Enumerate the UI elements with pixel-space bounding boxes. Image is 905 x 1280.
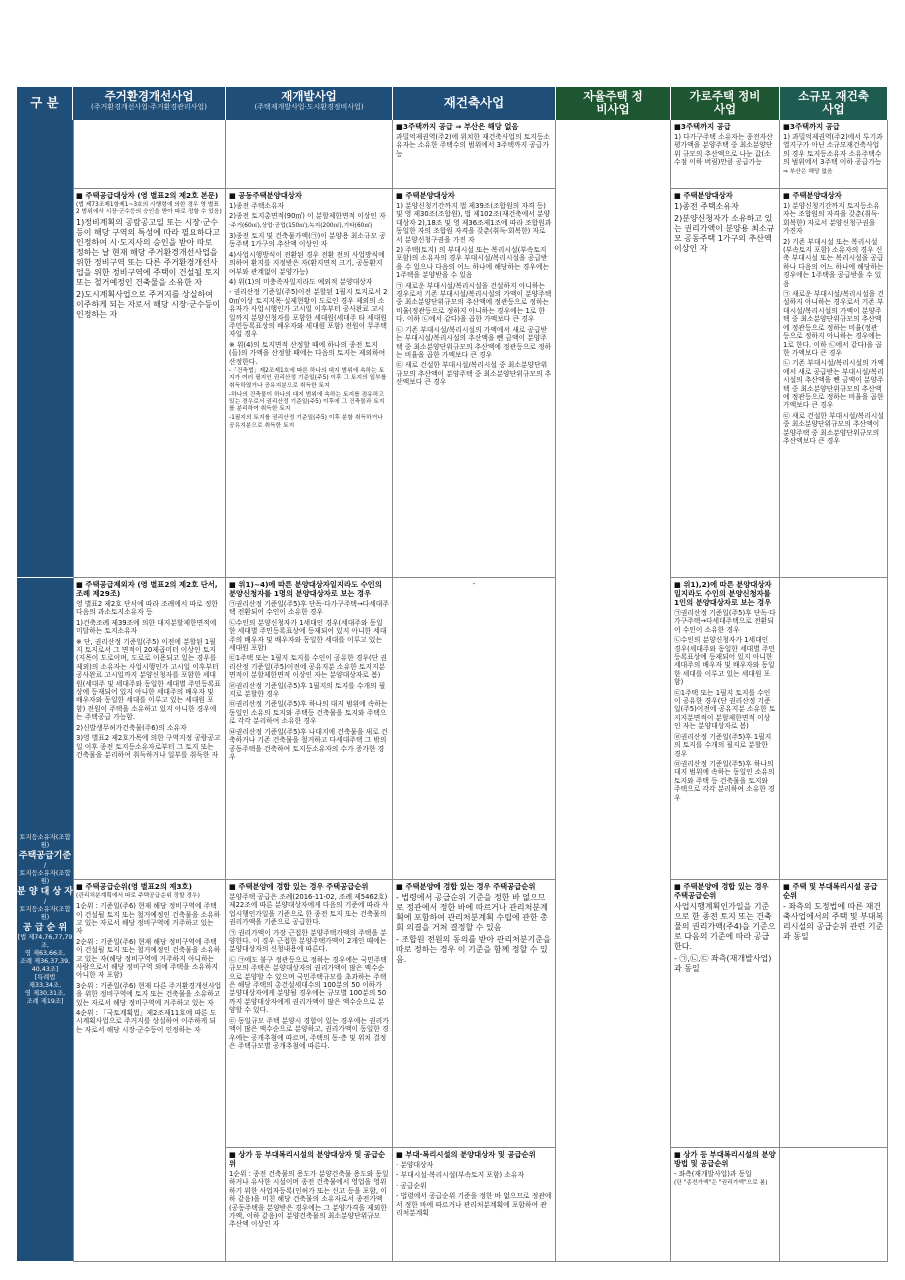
cell-paragraph: 1)정비계획의 공람공고일 또는 시장·군수등이 해당 구역의 특성에 따라 필요하다고 인정하여 시·도지사의 승인을 받아 따로 정하는 날 현재 해당 주거환경개선사업을 위한 정비구역 또는 다른 주거환경개선사업을 위한 정비구역에 주택이 건설될 토지 또는 철거예정인 건축물을 소유한 자 bbox=[76, 218, 221, 288]
cell-paragraph: ■3주택까지 공급 bbox=[674, 122, 731, 131]
header-redevelopment: 재개발사업 (주택재개발사업·도시환경정비사업) bbox=[226, 87, 393, 120]
cell-r1-small bbox=[780, 120, 888, 189]
cell-paragraph: 1)종전 주택소유자 bbox=[674, 202, 739, 211]
cell-r4-street bbox=[671, 880, 780, 1148]
cell-paragraph: · 공급순위 bbox=[396, 1181, 427, 1190]
cell-paragraph: ㉢ 동일규모 주택 분양시 경합이 있는 경우에는 권리가액이 많은 액수순으로 분양하고, 권리가액이 동일한 경우에는 공개추첨에 따르며, 주택의 동·층 및 위치 결정은 주택규모별 공개추첨에 따른다. bbox=[229, 1016, 389, 1050]
cell-paragraph: ■ 주택분양에 경합 있는 경우 주택공급순위 bbox=[674, 882, 769, 900]
cell-r4-redevelopment bbox=[226, 880, 393, 1148]
cell-paragraph: ■ 주택분양대상자 bbox=[674, 191, 733, 200]
cell-paragraph: 과밀억제권역(주2)에 위치한 재건축사업의 토지등소유자는 소유한 주택수의 범위에서 3주택까지 공급가능 bbox=[396, 133, 550, 158]
side-label-line: 토지등소유자(조합원) bbox=[19, 869, 71, 885]
header-residential-improvement: 주거환경개선사업 (주거환경개선사업·주거환경관리사업) bbox=[73, 87, 226, 120]
side-label-line: / bbox=[43, 897, 47, 905]
cell-r5-reconstruction bbox=[393, 1148, 556, 1262]
side-label-line: 토지등소유자(조합원) bbox=[19, 833, 71, 849]
cell-paragraph: - 부대시설·복리시설(부속토지 포함) 소유자 bbox=[396, 1171, 525, 1180]
cell-paragraph: 2순위 : 기준일(주6) 현재 해당 정비구역에 주택이 건설될 토지 또는 철거예정인 건축물을 소유하고 있는 자(해당 정비구역에 거주하지 아니하는 사람으로서 해당 정비구역 외에 주택을 소유하지 아니한 자 포함) bbox=[76, 937, 221, 980]
cell-paragraph: ㉠권리산정 기준일(주5)후 단독·다가구주택→다세대주택 전환되어 수인이 소유한 경우 bbox=[229, 600, 389, 617]
cell-paragraph: ■ 주택분양에 경합 있는 경우 주택공급순위 bbox=[229, 882, 369, 891]
cell-paragraph: ㉡ 기존 부대시설/복리시설의 가액에서 새로 공급받는 부대시설/복리시설의 추산액을 뺀 금액이 분양주택 중 최소분양단위규모의 추산액에 정관등으로 정하는 비율을 곱한 가액보다 큰 경우 bbox=[783, 359, 884, 410]
side-label-line: / bbox=[43, 861, 47, 869]
cell-paragraph: ■ 주택공급순위(영 별표2의 제3호) bbox=[76, 882, 192, 891]
cell-paragraph: - 좌측의 도정법에 따른 재건축사업에서의 주택 및 부대복리시설의 공급순위 관련 기준과 동일 bbox=[783, 902, 884, 941]
cell-paragraph: ■3주택까지 공급 ⇒ 부산은 해당 없음 bbox=[396, 122, 519, 131]
side-label-line: [법 제74,76,77,79조, bbox=[17, 933, 73, 949]
cell-paragraph: ㉢1주택 또는 1필지 토지를 수인이 공유한 경우(단 권리산정 기준일(주5)이전에 공유지분 소유한 토지지분면적이 분할제한면적 이상인 자는 분양대상자로 봄) bbox=[229, 654, 387, 680]
cell-paragraph: ㉠권리산정 기준일(주5)후 단독·다가구주택→다세대주택으로 전환되어 수인이 소유한 경우 bbox=[674, 609, 776, 634]
header-small-reconstruction: 소규모 재건축사업 bbox=[780, 87, 888, 120]
cell-paragraph: 1) 과밀억제권역(주2)에서 투기과열지구가 아닌 소규모재건축사업의 경우 토지등소유자 소유주택수의 범위에서 3주택 이하 공급가능 bbox=[783, 133, 883, 167]
header-street-housing: 가로주택 정비사업 bbox=[671, 87, 780, 120]
side-label-line: 주택공급기준 bbox=[18, 850, 72, 861]
cell-r2-street bbox=[671, 189, 780, 578]
cell-paragraph: ㉣권리산정 기준일(주5)후 1필지의 토지를 수개의 필지로 분할한 경우 bbox=[229, 681, 386, 699]
cell-paragraph: 1) 다가구주택 소유자는 종전자산평가액을 분양주택 중 최소분양단위 규모의 추산액으로 나눈 값(소수점 이하 버림)만큼 공급가능 bbox=[674, 133, 773, 167]
side-label-line: 조례 제19조] bbox=[26, 997, 64, 1005]
cell-paragraph: ㉤권리산정 기준일(주5)후 하나의 대지 범위에 속하는 동일인 소유의 토지와 주택등 건축물을 토지와 주택으로 각각 분리하여 소유한 경우 bbox=[229, 700, 388, 726]
cell-paragraph: ■ 위1),2)에 따른 분양대상자일지라도 수인의 분양신청자를 1인의 분양대상자로 보는 경우 bbox=[674, 580, 772, 607]
side-label-line: 영 제30,31조, bbox=[24, 989, 66, 997]
cell-paragraph: ■ 주택 및 부대복리시설 공급순위 bbox=[783, 882, 878, 900]
cell-paragraph: ㉡ 기존 부대시설/복리시설의 가액에서 새로 공급받는 부대시설/복리시설의 추산액을 뺀 금액이 분양주택 중 최소분양단위규모의 추산액에 정관등으로 정하는 비율을 곱한 가액보다 큰 경우 bbox=[396, 325, 552, 359]
cell-paragraph: -「건축법」제2조제1호에 따른 하나의 대지 범위에 속하는 토지가 여러 필지인 권리산정 기준일(주5) 이후 그 토지의 일부를 취득하였거나 공유지분으로 취득한 토지 bbox=[229, 368, 387, 389]
cell-paragraph: ㉣권리산정 기준일(주5)후 1필지의 토지를 수개의 필지로 분할한 경우 bbox=[674, 732, 772, 758]
cell-paragraph: ■ 위1)~4)에 따른 분양대상자일지라도 수인의 분양신청자를 1명의 분양대상자로 보는 경우 bbox=[229, 580, 382, 598]
cell-paragraph: ⇒ 부산은 해당 없음 bbox=[783, 168, 833, 175]
cell-paragraph: - 법령에서 공급순위 기준을 정한 바 없으므로 정관에서 정한 바에 따르거나 관리처분계획에 포함하여 관리처분계획 bbox=[396, 1192, 552, 1218]
cell-r2-redevelopment bbox=[226, 189, 393, 578]
cell-paragraph: -하나의 건축물이 하나의 대지 범위에 속하는 토지를 점유하고 있는 경우로서 권리산정 기준일(주5) 이후에 그 건축물과 토지를 분리하여 취득한 토지 bbox=[229, 391, 385, 413]
cell-r2-residential bbox=[73, 189, 226, 578]
cell-paragraph: ■3주택까지 공급 bbox=[783, 122, 840, 131]
cell-paragraph: ·주거(60㎡),상업·공업(150㎡),녹지(200㎡),기타(60㎡) bbox=[229, 222, 373, 229]
cell-paragraph: ■ 공동주택분양대상자 bbox=[229, 191, 302, 200]
cell-paragraph: - 권리산정 기준일(주5)이전 분할된 1필지 토지로서 20㎡이상 토지지목·실제현황이 도로인 경우 제외의 소유자가 사업시행인가 고시일 이후부터 공사완료 고시일까지 분양신청자를 포함한 세대원(세대주 타 세대원 주민등록표상의 배우자와 세대원 포함) 전원이 무주택자일 경우 bbox=[229, 288, 388, 339]
cell-paragraph: 1)건축조례 제39조에 의한 대지분할제한면적에 미달하는 토지소유자 bbox=[76, 618, 217, 636]
cell-r1-residential bbox=[73, 120, 226, 189]
header-category: 구 분 bbox=[17, 87, 73, 120]
cell-paragraph: ㉠ 새로운 부대시설/복리시설을 건설하지 아니하는 경우로서 기존 부대시설/복리시설의 가액이 분양주택 중 최소분양단위규모의 추산액에 정관등으로 정하는 비율(정관등으로 정하지 아니하는 경우에는 1로 한다. 이하 ㉡에서 같다)을 곱한 가액보다 큰 경우 bbox=[396, 281, 552, 324]
cell-paragraph: · 분양대상자 bbox=[396, 1161, 434, 1169]
cell-paragraph: ㉡수인의 분양신청자가 1세대인 경우(세대주와 동일한 세대별 주민등록표상에 등재되어 있지 아니한 세대주의 배우자 및 배우자와 동일한 세대를 이루고 있는 세대원 포함) bbox=[229, 618, 387, 653]
cell-r1-redevelopment bbox=[226, 120, 393, 189]
side-label-supply-criteria bbox=[17, 578, 73, 1262]
cell-paragraph: ■ 주택공급제외자 (영 별표2의 제2호 단서, 조례 제29조) bbox=[76, 580, 218, 598]
cell-paragraph: 영 별표2 제2호 단서에 따라 조례에서 따로 정한 다음의 과소토지소유자 등 bbox=[76, 600, 218, 617]
cell-paragraph: ㉡ ㉠에도 불구 정관등으로 정하는 경우에는 국민주택규모의 주택은 분양대상자의 권리가액이 많은 액수순으로 분양할 수 있으며 국민주택규모를 초과하는 주택은 해당 주택의 총건설세대수의 100분의 50 이하가 분양대상자에게 분양될 경우에는 규모별 100분의 50까지 분양대상자에게 권리가액이 많은 액수순으로 분양할 수 있다. bbox=[229, 955, 387, 1015]
cell-paragraph: ㉠ 새로운 부대시설/복리시설을 건설하지 아니하는 경우로서 기존 부대시설/복리시설의 가액이 분양주택 중 최소분양단위규모의 추산액에 정관등으로 정하는 비율(정관등으로 정하지 아니하는 경우에는 1로 한다. 이하 ㉡에서 같다)을 곱한 가액보다 큰 경우 bbox=[783, 290, 884, 357]
side-label-line: 토지등소유자(조합원) bbox=[19, 905, 71, 921]
cell-paragraph: 2) 기존 부대시설 또는 복리시설(부속토지 포함) 소유자의 경우 신축 부대시설 또는 복리시설을 공급하나 다음의 어느 하나에 해당하는 경우에는 1주택을 공급받을 수 있음 bbox=[783, 237, 884, 288]
side-label-line: 공 급 순 위 bbox=[22, 922, 68, 933]
side-label-line: [특례법 bbox=[34, 973, 56, 981]
cell-paragraph: - 조합원 전원의 동의를 받아 관리처분기준을 따로 정하는 경우 이 기준을 함께 정할 수 있음. bbox=[396, 935, 551, 964]
cell-paragraph: ㉢ 새로 건설한 부대시설/복리시설 중 최소분양단위규모의 추산액이 분양주택 중 최소분양단위규모의 추산액보다 큰 경우 bbox=[783, 411, 884, 445]
cell-r5-redevelopment bbox=[226, 1148, 393, 1262]
cell-r1-street bbox=[671, 120, 780, 189]
cell-paragraph: (법 제73조제1항제1~3호의 시행령에 의한 경우 영 별표2 범위에서 시장·군수등의 승인을 받아 따로 정할 수 있음) bbox=[76, 202, 222, 216]
cell-paragraph: - 좌측(재개발사업)과 동일 bbox=[674, 1170, 752, 1178]
cell-paragraph: - 법령에서 공급순위 기준을 정한 바 없으므로 정관에서 정한 바에 따르거나 관리처분계획에 포함하여 관리처분계획 수립에 관한 총회 의결을 거쳐 결정할 수 있음 bbox=[396, 893, 548, 932]
cell-paragraph: 1)종전 주택소유자 bbox=[229, 202, 285, 210]
cell-paragraph: 분양주택 공급은 조례(2016-11-02, 조례 제5462호) 제22조에 따른 분양대상자에게 다음의 기준에 따라 사업시행인가일을 기준으로 한 종전 토지 또는 건축물의 권리가액을 기준으로 공급한다. bbox=[229, 893, 389, 927]
cell-paragraph: 2)분양신청자가 소유하고 있는 권리가액이 분양용 최소규모 공동주택 1가구의 추산액 이상인 자 bbox=[674, 214, 775, 253]
cell-paragraph: 2)도시계획사업으로 주거지를 상실하여 이주하게 되는 자로서 해당 시장·군수등이 인정하는 자 bbox=[76, 290, 221, 320]
cell-paragraph: ㉤권리산정 기준일(주5)후 하나의 대지 범위에 속하는 동일인 소유의 토지와 주택 등 건축물을 토지와 주택으로 각각 분리하여 소유한 경우 bbox=[674, 759, 775, 802]
cell-paragraph: ※ 단, 권리산정 기준일(주5) 이전에 분할된 1필지 토지로서 그 면적이 20제곱미터 이상인 토지(지목이 도로이며, 도로로 이용되고 있는 경우를 제외)의 소유자는 사업시행인가 고시일 이후부터 공사완료 고시일까지 분양신청자를 포함한 세대원(세대주 및 세대주와 동일한 세대별 주민등록표상에 등재되어 있지 아니한 세대주의 배우자 및 배우자와 동일한 세대를 이루고 있는 세대원 포함) 전원이 주택을 소유하고 있지 아니한 경우에는 주택공급 가능함. bbox=[76, 637, 221, 722]
side-label-line: 분 양 대 상 자 bbox=[17, 886, 73, 897]
cell-paragraph: ㉠ 권리가액이 가장 근접한 분양주택가액의 주택을 분양한다. 이 경우 근접한 분양주택가액이 2개인 때에는 분양대상자의 신청내용에 따른다. bbox=[229, 928, 387, 954]
comparison-table bbox=[17, 87, 888, 1262]
cell-r2-reconstruction bbox=[393, 189, 556, 578]
cell-paragraph: 3순위 : 기준일(주6) 현재 다른 주거환경개선사업을 위한 정비구역에 토지 또는 건축물을 소유하고 있는 자로서 해당 정비구역에 거주하고 있는 자 bbox=[76, 981, 222, 1007]
cell-r4-residential bbox=[73, 880, 226, 1262]
side-label-line: 제33,34조, bbox=[28, 981, 62, 989]
cell-paragraph: 3)영 별표2 제2호가목에 의한 구역지정 공람공고일 이후 종전 토지등소유자로부터 그 토지 또는 건축물을 분리하여 취득하거나 일부를 취득한 자 bbox=[76, 734, 221, 759]
cell-paragraph: 1순위 : 종전 건축물의 용도가 분양건축물 용도와 동일하거나 유사한 시설이며 종전 건축물에서 영업을 영위하기 위한 사업자등록(인허가 또는 신고 등을 포함, 이하 같음)을 미친 해당 건축물의 소유자로서 종전가액(공동주택을 분양받은 경우에는 그 분양가격을 제외한 가액, 이하 같음)이 분양건축물의 최소분양단위규모 추산액 이상인 자 bbox=[229, 1170, 389, 1229]
cell-paragraph: ※ 위(4)의 토지면적 산정할 때에 하나의 종전 토지(들)의 가액을 산정할 때에는 다음의 토지는 제외하여 산정한다. bbox=[229, 340, 386, 366]
header-reconstruction: 재건축사업 bbox=[393, 87, 556, 120]
cell-paragraph: 4) 위(1)의 미충족자일지라도 예외적 분양대상자 bbox=[229, 278, 373, 287]
cell-r2-small bbox=[780, 189, 888, 578]
cell-paragraph: -1필지의 토지를 권리산정 기준일(주5) 이후 분할 취득하거나 공유지분으로 취득한 토지 bbox=[229, 415, 383, 429]
cell-paragraph: 2)종전 토지총면적(90㎡) 이 분할제한면적 이상인 자 bbox=[229, 212, 386, 221]
cell-r4-reconstruction bbox=[393, 880, 556, 1148]
cell-paragraph: - ㉠,㉡,㉢ 좌측(재개발사업)과 동일 bbox=[674, 954, 772, 973]
cell-paragraph: 1) 분양신청기간까지 토지등소유자는 조합원의 자격을 갖춘(취득·회복한) 자로서 분양신청구권을 가진자 bbox=[783, 202, 880, 236]
cell-r3-small bbox=[780, 578, 888, 880]
cell-paragraph: ■ 주택분양에 경합 있는 경우 주택공급순위 bbox=[396, 882, 536, 891]
side-label-line: 조례 제36,37,39, bbox=[19, 957, 71, 965]
cell-r3-reconstruction bbox=[393, 578, 556, 880]
cell-paragraph: ■ 부대·복리시설의 분양대상자 및 공급순위 bbox=[396, 1150, 536, 1159]
cell-paragraph: (관리처분계획에서 따로 주택공급순위 정할 경우) bbox=[76, 893, 200, 899]
cell-paragraph: - bbox=[472, 580, 476, 588]
cell-r5-street bbox=[671, 1148, 780, 1262]
side-label-line: 영 제63,66조, bbox=[24, 949, 66, 957]
cell-paragraph: ■ 주택분양대상자 bbox=[396, 191, 455, 200]
cell-paragraph: 사업시행계획인가일을 기준으로 한 종전 토지 또는 건축물의 권리가액(주4)을 기준으로 다음의 기준에 따라 공급한다. bbox=[674, 902, 776, 951]
cell-paragraph: ■ 주택공급대상자 (영 별표2의 제2호 본문) bbox=[76, 191, 219, 200]
cell-paragraph: ㉡수인의 분양신청자가 1세대인 경우(세대주와 동일한 세대별 주민등록표상에 등재되어 있지 아니한 세대주의 배우자 및 배우자와 동일한 세대를 이루고 있는 세대원 포함) bbox=[674, 636, 776, 687]
side-label-blank bbox=[17, 120, 73, 578]
cell-r3-street bbox=[671, 578, 780, 880]
cell-paragraph: ㉥권리산정 기준일(주5)후 나대지에 건축물을 새로 건축하거나 기존 건축물을 철거하고 다세대주택 그 밖의 공동주택을 건축하여 토지등소유자의 수가 증가한 경우 bbox=[229, 727, 388, 761]
cell-r1-reconstruction bbox=[393, 120, 556, 189]
side-label-line: 40,43조] bbox=[31, 965, 59, 973]
cell-autonomous-housing bbox=[556, 120, 671, 1262]
cell-r3-residential bbox=[73, 578, 226, 880]
cell-paragraph: ㉢1주택 또는 1필지 토지를 수인이 공유한 경우(단 권리산정 기준일(주5)이전에 공유지분 소유한 토지지분면적이 분할제한면적 이상인 자는 분양대상자로 봄) bbox=[674, 688, 776, 731]
cell-paragraph: ■ 상가 등 부대복리시설의 분양방법 및 공급순위 bbox=[674, 1150, 776, 1168]
header-autonomous-housing: 자율주택 정비사업 bbox=[556, 87, 671, 120]
cell-paragraph: 3)종전 토지 및 건축물가액(㉠)이 분양용 최소규모 공동주택 1가구의 추산액 이상인 자 bbox=[229, 232, 386, 249]
cell-paragraph: 4)사업시행방식이 전환된 경우 전환 전의 사업방식에 의하여 환지를 지정받은 자(환지면적 크기, 공동환지 여부와 관계없이 분양가능) bbox=[229, 250, 385, 276]
cell-paragraph: 1순위 : 기준일(주6) 현재 해당 정비구역에 주택이 건설될 토지 또는 철거예정인 건축물을 소유하고 있는 자로서 해당 정비구역에 거주하고 있는 자 bbox=[76, 902, 221, 936]
cell-r5-small bbox=[780, 1148, 888, 1262]
cell-paragraph: ㉢ 새로 건설한 부대시설/복리시설 중 최소분양단위규모의 추산액이 분양주택 중 최소분양단위규모의 추산액보다 큰 경우 bbox=[396, 361, 552, 387]
cell-paragraph: 4순위 : 「국토계획법」제2조제11호에 따른 도시계획사업으로 주거지를 상실하여 이주하게 되는 자로서 해당 시장·군수등이 인정하는 자 bbox=[76, 1009, 217, 1034]
cell-paragraph: ■ 상가 등 부대복리시설의 분양대상자 및 공급순위 bbox=[229, 1150, 386, 1168]
cell-paragraph: ■ 주택분양대상자 bbox=[783, 191, 842, 200]
cell-r3-redevelopment bbox=[226, 578, 393, 880]
cell-r4-small bbox=[780, 880, 888, 1148]
cell-paragraph: 2) 주택(토지) 의 부대시설 또는 복리시설(부속토지 포함)의 소유자의 경우 부대시설/복리시설을 공급받을 수 있으나 다음의 어느 하나에 해당하는 경우에는 1주택을 분양받을 수 있음 bbox=[396, 246, 550, 280]
cell-paragraph: 1) 분양신청기간까지 법 제39조(조합원의 자격 등) 및 영 제30조(조합원), 법 제102조(재건축에서 분양대상자 2),18조 및 영 제36조제1조에 따라 조합원과 동일한 자의 조합원 자격을 갖춘(취득·회복한) 자로서 분양신청구권을 가진 자 bbox=[396, 202, 552, 244]
cell-paragraph: 2)신발생무허가건축물(주6)의 소유자 bbox=[76, 723, 187, 732]
cell-paragraph: (단 "종전가액"은 "권리가액"으로 봄) bbox=[674, 1180, 768, 1187]
